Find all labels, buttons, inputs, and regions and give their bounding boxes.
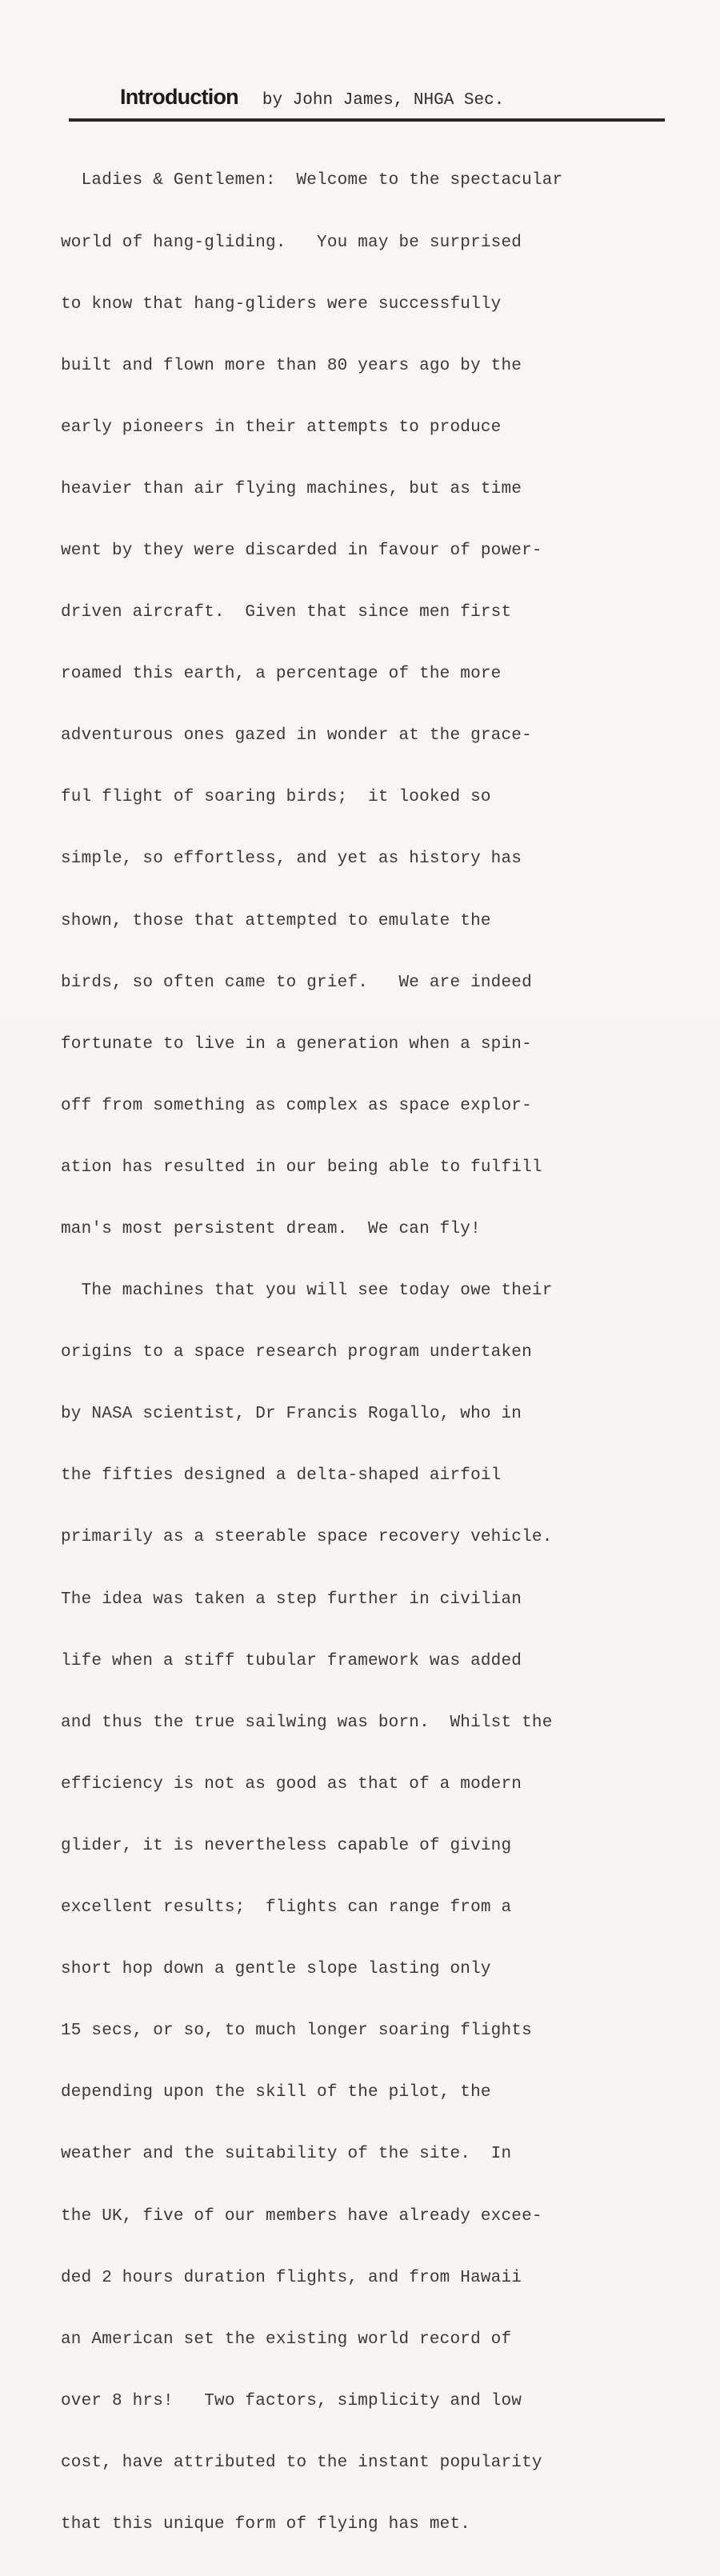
text-line: went by they were discarded in favour of power-	[61, 541, 542, 560]
text-line: an American set the existing world record of	[61, 2330, 512, 2349]
body-text	[61, 130, 685, 2576]
text-line: to know that hang-gliders were successfully	[61, 294, 502, 314]
text-line: adventurous ones gazed in wonder at the grace-	[61, 726, 532, 746]
text-line: excellent results; flights can range from a	[61, 1898, 512, 1918]
text-line: roamed this earth, a percentage of the more	[61, 665, 502, 684]
text-line: man's most persistent dream. We can fly!	[61, 1220, 481, 1238]
text-line: 15 secs, or so, to much longer soaring flights	[61, 2022, 532, 2041]
text-line: Ladies & Gentlemen: Welcome to the spectacular	[61, 171, 563, 190]
text-line: and thus the true sailwing was born. Whilst the	[61, 1713, 553, 1732]
text-line: weather and the suitability of the site. In	[61, 2145, 512, 2164]
text-line: ation has resulted in our being able to fulfill	[61, 1158, 542, 1177]
text-line: The idea was taken a step further in civilian	[61, 1590, 522, 1609]
text-line: over 8 hrs! Two factors, simplicity and low	[61, 2391, 522, 2410]
text-line: that this unique form of flying has met.	[61, 2514, 471, 2534]
text-line: life when a stiff tubular framework was added	[61, 1651, 522, 1670]
text-line: early pioneers in their attempts to produce	[61, 418, 502, 437]
heading-divider	[69, 118, 665, 122]
text-line: primarily as a steerable space recovery vehicle.	[61, 1528, 553, 1547]
text-line: cost, have attributed to the instant popularity	[61, 2453, 542, 2472]
text-line: off from something as complex as space explor-	[61, 1096, 532, 1115]
page-title: Introduction	[120, 85, 238, 109]
text-line: ded 2 hours duration flights, and from Hawaii	[61, 2268, 522, 2287]
text-line: The machines that you will see today owe their	[61, 1282, 553, 1301]
text-line: built and flown more than 80 years ago by the	[61, 356, 522, 375]
text-line: the fifties designed a delta-shaped airfoil	[61, 1466, 502, 1486]
text-line: the UK, five of our members have already excee-	[61, 2206, 542, 2226]
text-line: birds, so often came to grief. We are indeed	[61, 973, 532, 992]
text-line: origins to a space research program undertaken	[61, 1343, 532, 1362]
text-line: short hop down a gentle slope lasting only	[61, 1960, 491, 1979]
text-line: fortunate to live in a generation when a spin-	[61, 1034, 532, 1054]
heading-row	[120, 85, 680, 117]
text-line: ful flight of soaring birds; it looked so	[61, 788, 491, 807]
text-line: efficiency is not as good as that of a modern	[61, 1774, 522, 1794]
author-byline: by John James, NHGA Sec.	[262, 91, 505, 110]
text-line: shown, those that attempted to emulate the	[61, 911, 491, 930]
text-line: driven aircraft. Given that since men first	[61, 603, 512, 622]
text-line: depending upon the skill of the pilot, the	[61, 2083, 491, 2102]
text-line: heavier than air flying machines, but as time	[61, 479, 522, 498]
text-line: by NASA scientist, Dr Francis Rogallo, who in	[61, 1405, 522, 1424]
text-line: simple, so effortless, and yet as history has	[61, 850, 522, 869]
text-line: glider, it is nevertheless capable of giving	[61, 1836, 512, 1855]
text-line: world of hang-gliding. You may be surprised	[61, 233, 522, 252]
